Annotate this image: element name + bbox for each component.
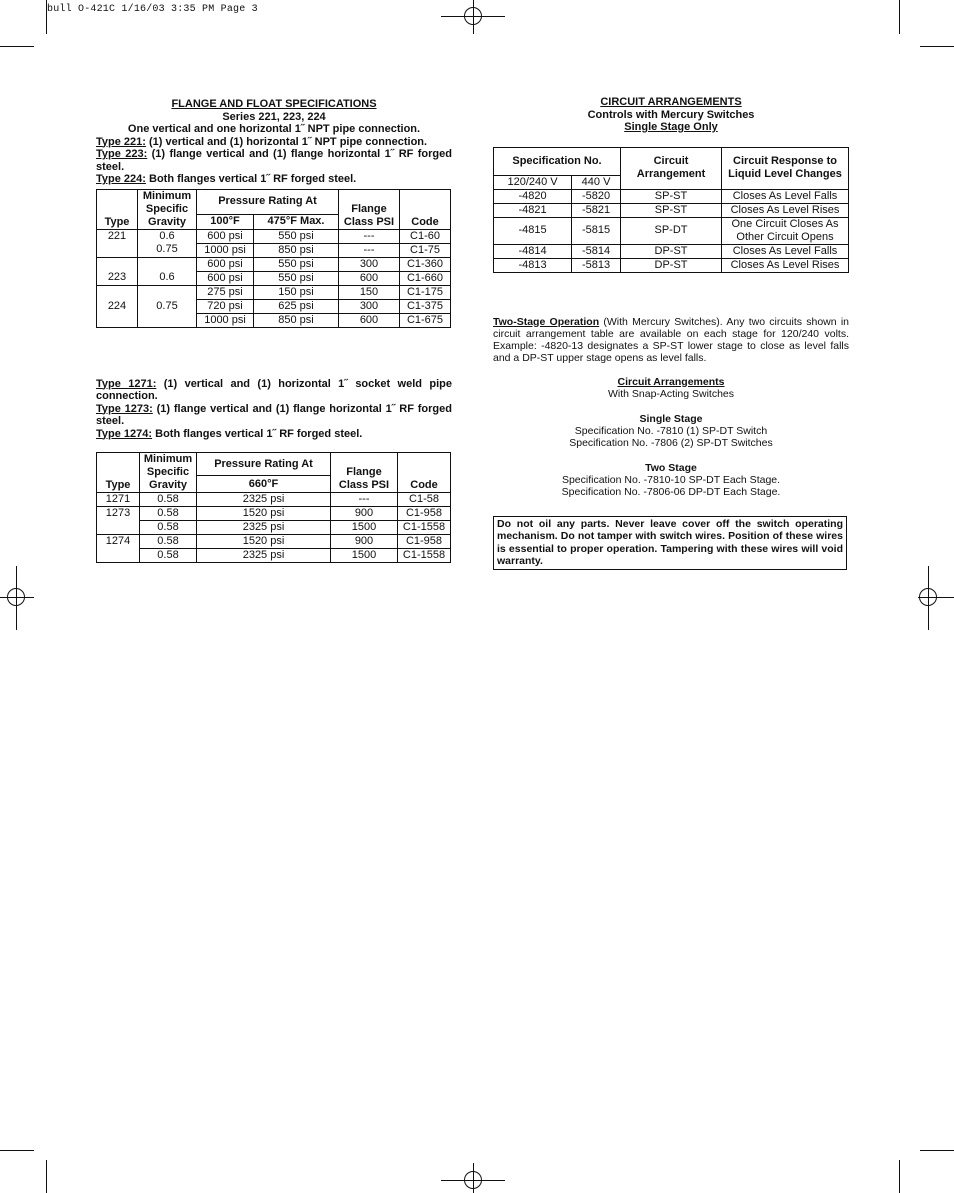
cell-type bbox=[97, 521, 140, 535]
cell-pressure-475f: 550 psi bbox=[254, 229, 339, 243]
cell-type: 221 bbox=[97, 229, 138, 243]
cell-response: Closes As Level Falls bbox=[722, 244, 849, 258]
type-label: Type 1271: bbox=[96, 377, 157, 390]
cell-arrangement: DP-ST bbox=[621, 258, 722, 272]
section-subtitle: One vertical and one horizontal 1˝ NPT pipe connection. bbox=[127, 123, 421, 135]
col-header-response: Circuit Response to Liquid Level Changes bbox=[722, 147, 849, 189]
cell-flange: --- bbox=[339, 229, 400, 243]
cell-code: C1-675 bbox=[400, 313, 451, 327]
cell-code: C1-1558 bbox=[398, 549, 451, 563]
cell-response: Closes As Level Rises bbox=[722, 258, 849, 272]
cell-spec-440v: -5821 bbox=[572, 203, 621, 217]
cell-spec-120v: -4820 bbox=[494, 189, 572, 203]
cell-gravity bbox=[138, 285, 197, 299]
table-row bbox=[97, 507, 451, 521]
circuit-section bbox=[493, 96, 849, 570]
cell-code: C1-660 bbox=[400, 271, 451, 285]
col-header-spec: Specification No. bbox=[494, 147, 621, 175]
col-header-code: Code bbox=[410, 479, 438, 491]
cell-spec-440v: -5820 bbox=[572, 189, 621, 203]
cell-type bbox=[97, 243, 138, 257]
spec-table-series-221 bbox=[96, 189, 451, 328]
cell-code: C1-958 bbox=[398, 535, 451, 549]
single-stage-title: Single Stage bbox=[639, 412, 703, 425]
cell-gravity: 0.58 bbox=[140, 535, 197, 549]
two-stage-line: Specification No. -7810-10 SP-DT Each Stage. bbox=[561, 473, 781, 486]
col-header-flange: Flange Class PSI bbox=[331, 453, 398, 493]
cell-pressure-475f: 550 psi bbox=[254, 271, 339, 285]
registration-mark-icon bbox=[464, 7, 482, 25]
series-line: Series 221, 223, 224 bbox=[222, 110, 326, 123]
circuit-arrangement-table bbox=[493, 147, 849, 273]
cell-pressure-475f: 550 psi bbox=[254, 257, 339, 271]
col-header-type: Type bbox=[97, 189, 138, 229]
cell-type: 223 bbox=[97, 271, 138, 285]
cell-type bbox=[97, 313, 138, 327]
table-row bbox=[97, 285, 451, 299]
cell-flange: 300 bbox=[339, 257, 400, 271]
col-header-gravity: Minimum Specific Gravity bbox=[140, 453, 197, 493]
table-row bbox=[97, 549, 451, 563]
table-row bbox=[494, 203, 849, 217]
single-stage-line: Specification No. -7810 (1) SP-DT Switch bbox=[574, 424, 768, 437]
col-header-pressure: Pressure Rating At bbox=[197, 453, 331, 476]
type-text: (1) flange vertical and (1) flange horizontal 1˝ RF forged steel. bbox=[96, 148, 452, 173]
cell-spec-120v: -4814 bbox=[494, 244, 572, 258]
cell-flange: 300 bbox=[339, 299, 400, 313]
type-label: Type 1274: bbox=[96, 427, 153, 440]
cell-code: C1-1558 bbox=[398, 521, 451, 535]
type-text: Both flanges vertical 1˝ RF forged steel. bbox=[145, 173, 357, 185]
registration-mark-icon bbox=[7, 588, 25, 606]
cell-type: 1271 bbox=[97, 493, 140, 507]
cell-arrangement: SP-ST bbox=[621, 189, 722, 203]
cell-code: C1-958 bbox=[398, 507, 451, 521]
cell-type bbox=[97, 257, 138, 271]
col-header-circuit: Circuit Arrangement bbox=[621, 147, 722, 189]
cell-pressure-660f: 1520 psi bbox=[197, 535, 331, 549]
cell-response: Closes As Level Falls bbox=[722, 189, 849, 203]
cell-pressure-475f: 850 psi bbox=[254, 313, 339, 327]
type-label: Type 224: bbox=[96, 173, 146, 185]
table-row bbox=[494, 189, 849, 203]
registration-mark-icon bbox=[464, 1171, 482, 1189]
cell-code: C1-58 bbox=[398, 493, 451, 507]
crop-mark bbox=[920, 1150, 954, 1151]
section-subtitle-2: Single Stage Only bbox=[624, 121, 718, 133]
cell-code: C1-75 bbox=[400, 243, 451, 257]
cell-pressure-660f: 2325 psi bbox=[197, 493, 331, 507]
type-223-note bbox=[96, 148, 452, 173]
table-row bbox=[494, 258, 849, 272]
section-subtitle: Controls with Mercury Switches bbox=[587, 108, 755, 121]
cell-gravity: 0.58 bbox=[140, 549, 197, 563]
type-1274-note bbox=[96, 428, 452, 441]
flange-float-section bbox=[96, 98, 452, 563]
cell-flange: 1500 bbox=[331, 549, 398, 563]
type-text: (1) vertical and (1) horizontal 1˝ NPT pipe connection. bbox=[145, 135, 428, 148]
col-header-100f: 100°F bbox=[197, 214, 254, 229]
crop-mark bbox=[46, 0, 47, 34]
two-stage-paragraph bbox=[493, 316, 849, 364]
table-row bbox=[97, 493, 451, 507]
two-stage-title: Two Stage bbox=[645, 461, 697, 474]
cell-spec-120v: -4813 bbox=[494, 258, 572, 272]
cell-pressure-475f: 150 psi bbox=[254, 285, 339, 299]
cell-gravity bbox=[138, 257, 197, 271]
cell-response: One Circuit Closes As Other Circuit Opens bbox=[722, 217, 849, 244]
crop-mark bbox=[899, 0, 900, 34]
table-row bbox=[97, 313, 451, 327]
cell-spec-440v: -5814 bbox=[572, 244, 621, 258]
crop-mark bbox=[46, 1160, 47, 1193]
cell-flange: 1500 bbox=[331, 521, 398, 535]
cell-flange: 150 bbox=[339, 285, 400, 299]
type-text: Both flanges vertical 1˝ RF forged steel. bbox=[152, 427, 363, 440]
two-stage-line: Specification No. -7806-06 DP-DT Each Stage. bbox=[561, 485, 781, 498]
two-stage-text: (With Mercury Switches). Any two circuits shown in circuit arrangement table are available on each stage for 120/240 volts. Example: -4820-13 designates a SP-ST lower stage to close as level falls and a DP-ST upper stage opens as level falls. bbox=[493, 315, 849, 364]
cell-pressure-100f: 600 psi bbox=[197, 271, 254, 285]
table-row bbox=[494, 217, 849, 244]
cell-flange: --- bbox=[339, 243, 400, 257]
cell-flange: 600 bbox=[339, 271, 400, 285]
cell-pressure-660f: 2325 psi bbox=[197, 521, 331, 535]
table-row bbox=[97, 521, 451, 535]
cell-gravity: 0.75 bbox=[138, 299, 197, 313]
cell-code: C1-375 bbox=[400, 299, 451, 313]
cell-arrangement: SP-DT bbox=[621, 217, 722, 244]
type-label: Type 223: bbox=[96, 148, 148, 160]
type-224-note bbox=[96, 173, 452, 186]
cell-type bbox=[97, 285, 138, 299]
crop-mark bbox=[920, 46, 954, 47]
cell-pressure-100f: 600 psi bbox=[197, 257, 254, 271]
type-1273-note bbox=[96, 403, 452, 428]
col-header-pressure: Pressure Rating At bbox=[197, 189, 339, 214]
table-row bbox=[97, 243, 451, 257]
cell-code: C1-60 bbox=[400, 229, 451, 243]
type-1271-note bbox=[96, 378, 452, 403]
cell-gravity: 0.75 bbox=[138, 243, 197, 257]
cell-pressure-475f: 850 psi bbox=[254, 243, 339, 257]
warning-box: Do not oil any parts. Never leave cover off the switch operating mechanism. Do not tamper with switch wires. Position of these wires is essential to proper operation. Tampering with these wires will void warranty. bbox=[493, 516, 847, 570]
table-row bbox=[97, 257, 451, 271]
col-header-gravity: Minimum Specific Gravity bbox=[138, 189, 197, 229]
col-header-code: Code bbox=[411, 215, 439, 228]
type-label: Type 221: bbox=[96, 135, 146, 148]
cell-type bbox=[97, 549, 140, 563]
cell-gravity bbox=[138, 313, 197, 327]
cell-spec-120v: -4821 bbox=[494, 203, 572, 217]
cell-gravity: 0.58 bbox=[140, 521, 197, 535]
cell-spec-120v: -4815 bbox=[494, 217, 572, 244]
cell-flange: --- bbox=[331, 493, 398, 507]
section-title: CIRCUIT ARRANGEMENTS bbox=[600, 96, 742, 108]
crop-mark bbox=[0, 1150, 34, 1151]
cell-gravity: 0.58 bbox=[140, 493, 197, 507]
cell-spec-440v: -5813 bbox=[572, 258, 621, 272]
section-title: FLANGE AND FLOAT SPECIFICATIONS bbox=[171, 98, 377, 110]
cell-flange: 600 bbox=[339, 313, 400, 327]
cell-pressure-660f: 2325 psi bbox=[197, 549, 331, 563]
cell-response: Closes As Level Rises bbox=[722, 203, 849, 217]
cell-gravity: 0.58 bbox=[140, 507, 197, 521]
cell-type: 224 bbox=[97, 299, 138, 313]
cell-pressure-100f: 1000 psi bbox=[197, 313, 254, 327]
registration-mark-icon bbox=[919, 588, 937, 606]
cell-flange: 900 bbox=[331, 535, 398, 549]
cell-pressure-475f: 625 psi bbox=[254, 299, 339, 313]
table-row bbox=[97, 271, 451, 285]
cell-pressure-100f: 720 psi bbox=[197, 299, 254, 313]
col-header-120v: 120/240 V bbox=[494, 175, 572, 189]
cell-code: C1-175 bbox=[400, 285, 451, 299]
cell-gravity: 0.6 bbox=[138, 229, 197, 243]
snap-title: Circuit Arrangements bbox=[617, 375, 725, 388]
cell-pressure-100f: 275 psi bbox=[197, 285, 254, 299]
cell-type: 1274 bbox=[97, 535, 140, 549]
col-header-475f: 475°F Max. bbox=[254, 214, 339, 229]
type-text: (1) flange vertical and (1) flange horizontal 1˝ RF forged steel. bbox=[96, 402, 452, 427]
cell-spec-440v: -5815 bbox=[572, 217, 621, 244]
col-header-type: Type bbox=[97, 453, 140, 493]
type-label: Type 1273: bbox=[96, 402, 153, 415]
print-slug: bull O-421C 1/16/03 3:35 PM Page 3 bbox=[47, 4, 258, 15]
table-row bbox=[494, 244, 849, 258]
cell-flange: 900 bbox=[331, 507, 398, 521]
cell-arrangement: SP-ST bbox=[621, 203, 722, 217]
spec-table-series-1271 bbox=[96, 452, 451, 563]
table-row bbox=[97, 229, 451, 243]
cell-type: 1273 bbox=[97, 507, 140, 521]
table-row bbox=[97, 535, 451, 549]
crop-mark bbox=[0, 46, 34, 47]
type-text: (1) vertical and (1) horizontal 1˝ socket weld pipe connection. bbox=[96, 377, 452, 402]
type-221-note bbox=[96, 136, 452, 149]
cell-arrangement: DP-ST bbox=[621, 244, 722, 258]
col-header-flange: Flange Class PSI bbox=[339, 189, 400, 229]
col-header-660f: 660°F bbox=[197, 476, 331, 493]
cell-gravity: 0.6 bbox=[138, 271, 197, 285]
table-row bbox=[97, 299, 451, 313]
single-stage-line: Specification No. -7806 (2) SP-DT Switches bbox=[569, 436, 773, 449]
cell-pressure-100f: 1000 psi bbox=[197, 243, 254, 257]
two-stage-label: Two-Stage Operation bbox=[493, 315, 600, 328]
cell-code: C1-360 bbox=[400, 257, 451, 271]
crop-mark bbox=[899, 1160, 900, 1193]
col-header-440v: 440 V bbox=[572, 175, 621, 189]
cell-pressure-660f: 1520 psi bbox=[197, 507, 331, 521]
cell-pressure-100f: 600 psi bbox=[197, 229, 254, 243]
snap-subtitle: With Snap-Acting Switches bbox=[607, 387, 735, 400]
